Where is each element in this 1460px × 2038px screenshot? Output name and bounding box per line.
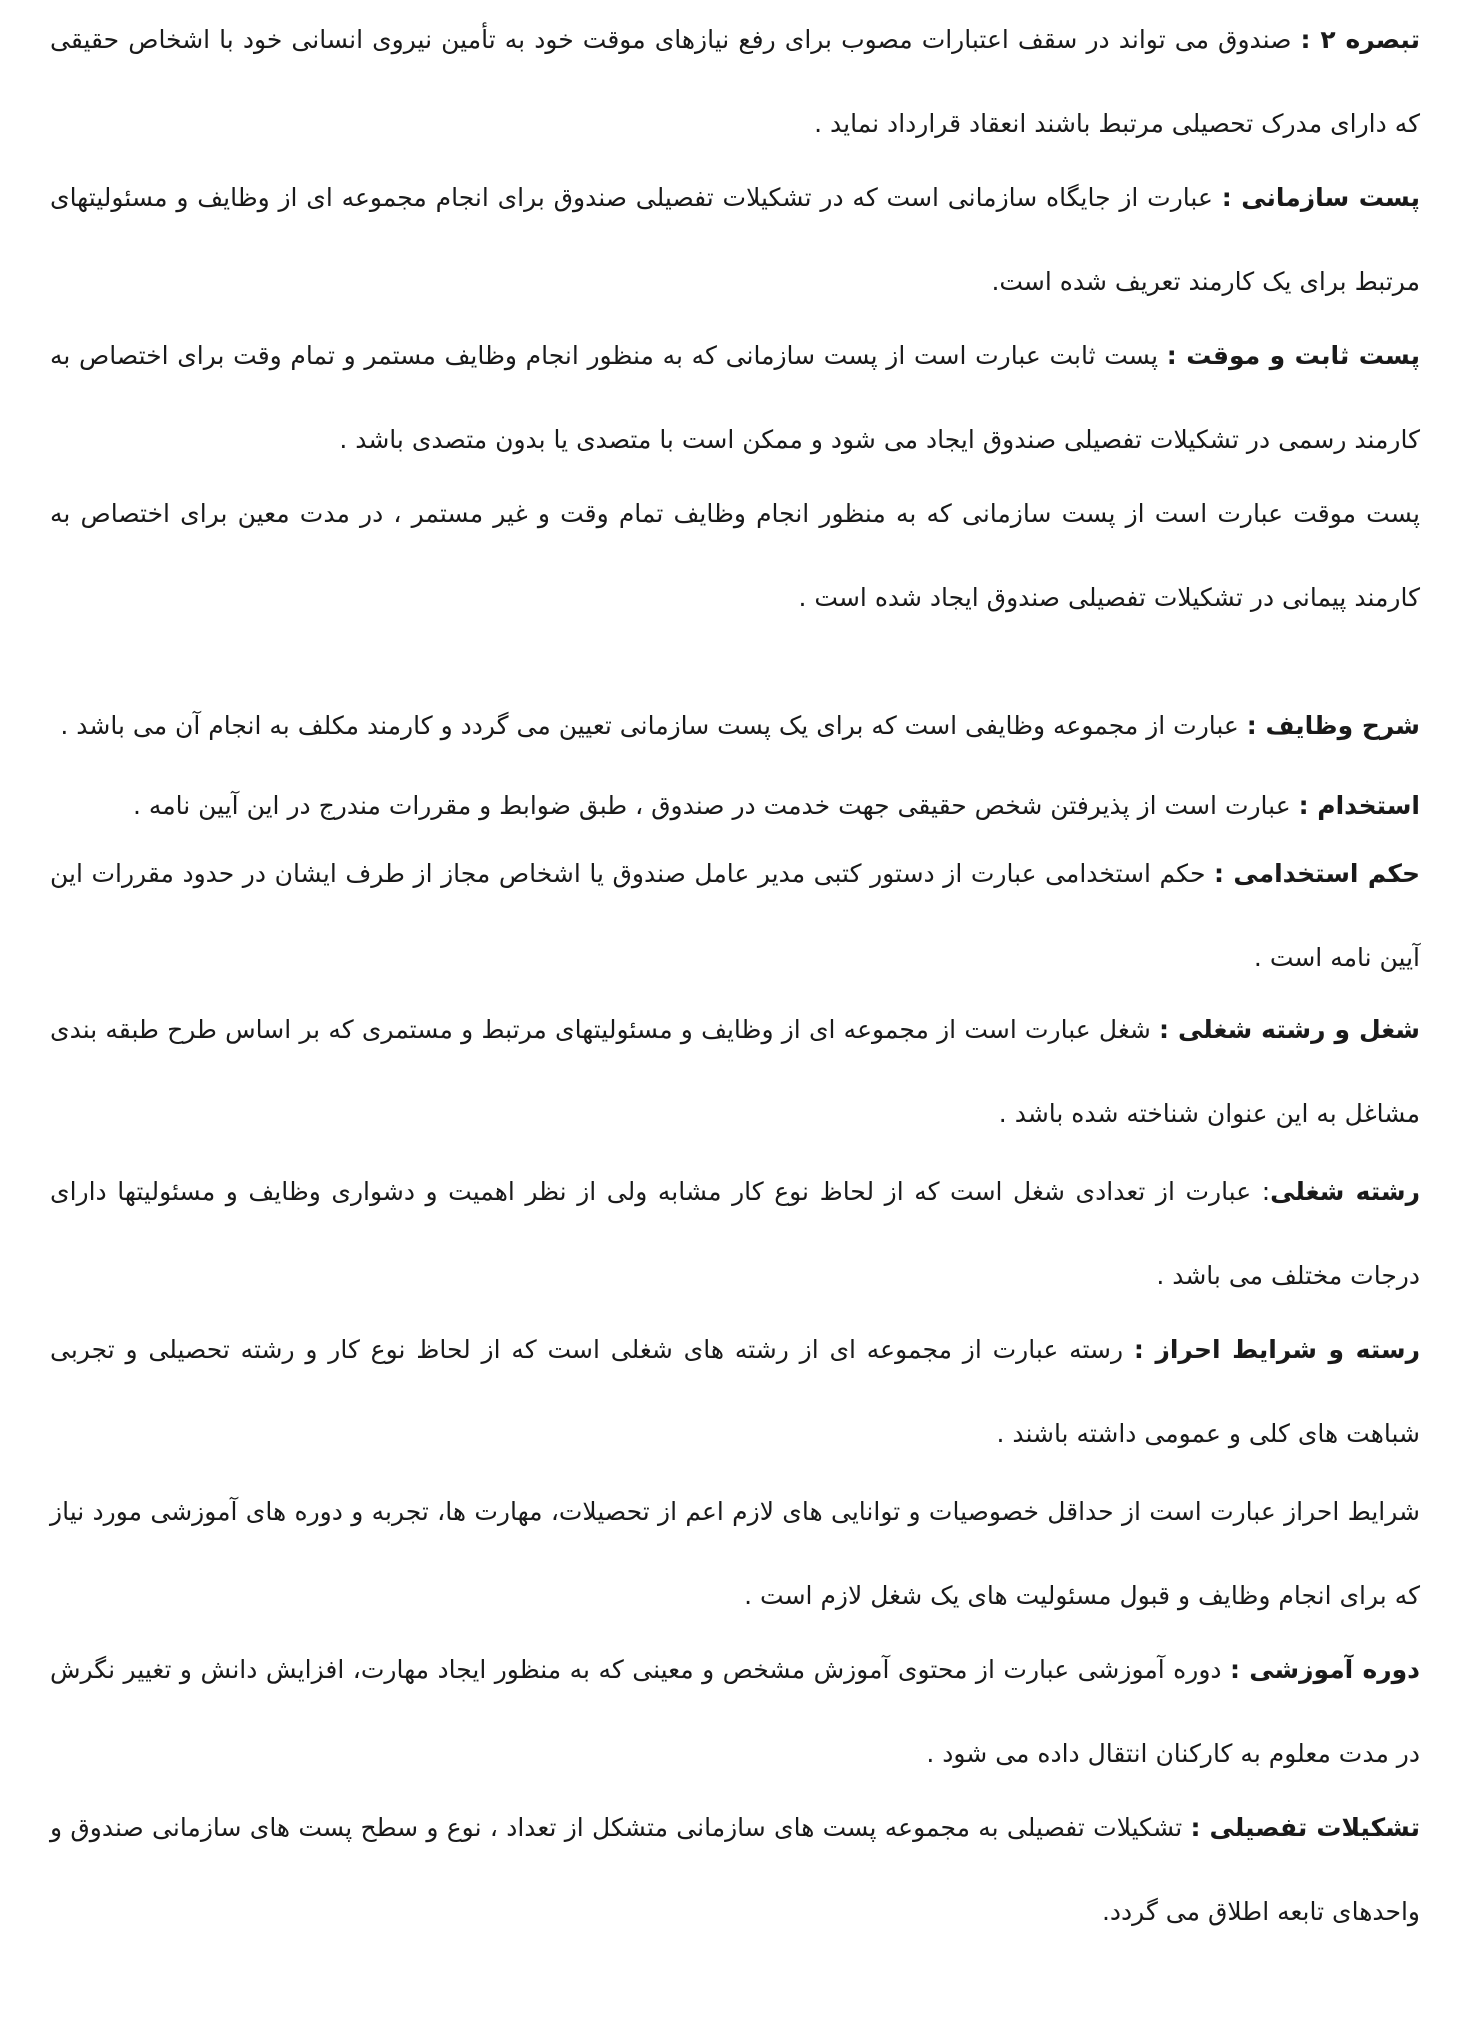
paragraph-career-field — [50, 1150, 1420, 1318]
term-note-2: تبصره ۲ : — [1300, 25, 1421, 54]
paragraph-job-description — [50, 682, 1420, 770]
term-career-field: رشته شغلی — [1270, 1177, 1420, 1206]
definition-temporary-post: پست موقت عبارت است از پست سازمانی که به منظور انجام وظایف تمام وقت و غیر مستمر ، در مدت معین برای اختصاص به کارمند پیمانی در تشکیلات تفصیلی صندوق ایجاد شده است . — [50, 499, 1420, 612]
term-job-and-career: شغل و رشته شغلی : — [1159, 1015, 1421, 1044]
term-detailed-organization: تشکیلات تفصیلی : — [1190, 1813, 1420, 1842]
paragraph-temporary-post — [50, 472, 1420, 640]
term-training-course: دوره آموزشی : — [1230, 1655, 1421, 1684]
paragraph-note-2 — [50, 0, 1420, 166]
definition-qualifications: شرایط احراز عبارت است از حداقل خصوصیات و توانایی های لازم اعم از تحصیلات، مهارت ها، تجربه و دوره های آموزشی مورد نیاز که برای انجام وظایف و قبول مسئولیت های یک شغل لازم است . — [50, 1497, 1420, 1610]
term-job-description: شرح وظایف : — [1246, 711, 1420, 740]
definition-employment: عبارت است از پذیرفتن شخص حقیقی جهت خدمت در صندوق ، طبق ضوابط و مقررات مندرج در این آیین نامه . — [132, 791, 1299, 820]
term-organizational-post: پست سازمانی : — [1221, 183, 1421, 212]
definition-career-field: : عبارت از تعدادی شغل است که از لحاظ نوع کار مشابه ولی از نظر اهمیت و دشواری وظایف و مسئولیتها دارای درجات مختلف می باشد . — [50, 1177, 1420, 1290]
paragraph-fixed-temporary-post — [50, 314, 1420, 482]
term-employment: استخدام : — [1298, 791, 1420, 820]
definition-job-description: عبارت از مجموعه وظایفی است که برای یک پست سازمانی تعیین می گردد و کارمند مکلف به انجام آن می باشد . — [60, 711, 1247, 740]
paragraph-category-qualifications — [50, 1308, 1420, 1476]
paragraph-qualifications — [50, 1470, 1420, 1638]
definition-note-2: صندوق می تواند در سقف اعتبارات مصوب برای رفع نیازهای موقت خود به تأمین نیروی انسانی خود با اشخاص حقیقی که دارای مدرک تحصیلی مرتبط باشند انعقاد قرارداد نماید . — [50, 25, 1420, 138]
paragraph-gap — [50, 640, 1420, 682]
term-employment-order: حکم استخدامی : — [1214, 859, 1420, 888]
paragraph-employment-order — [50, 832, 1420, 1000]
definition-job-and-career: شغل عبارت است از مجموعه ای از وظایف و مسئولیتهای مرتبط و مستمری که بر اساس طرح طبقه بندی مشاغل به این عنوان شناخته شده باشد . — [50, 1015, 1420, 1128]
paragraph-detailed-organization — [50, 1786, 1420, 1954]
term-fixed-temporary-post: پست ثابت و موقت : — [1166, 341, 1420, 370]
definition-detailed-organization: تشکیلات تفصیلی به مجموعه پست های سازمانی متشکل از تعداد ، نوع و سطح پست های سازمانی صندوق و واحدهای تابعه اطلاق می گردد. — [50, 1813, 1420, 1926]
definition-fixed-temporary-post: پست ثابت عبارت است از پست سازمانی که به منظور انجام وظایف مستمر و تمام وقت برای اختصاص به کارمند رسمی در تشکیلات تفصیلی صندوق ایجاد می شود و ممکن است با متصدی یا بدون متصدی باشد . — [50, 341, 1420, 454]
definition-category-qualifications: رسته عبارت از مجموعه ای از رشته های شغلی است که از لحاظ نوع کار و رشته تحصیلی و تجربی شباهت های کلی و عمومی داشته باشند . — [50, 1335, 1420, 1448]
document-page — [50, 0, 1420, 2038]
definition-employment-order: حکم استخدامی عبارت از دستور کتبی مدیر عامل صندوق یا اشخاص مجاز از طرف ایشان در حدود مقررات این آیین نامه است . — [50, 859, 1420, 972]
paragraph-training-course — [50, 1628, 1420, 1796]
paragraph-job-and-career — [50, 988, 1420, 1156]
definition-organizational-post: عبارت از جایگاه سازمانی است که در تشکیلات تفصیلی صندوق برای انجام مجموعه ای از وظایف و مسئولیتهای مرتبط برای یک کارمند تعریف شده است. — [50, 183, 1420, 296]
term-category-qualifications: رسته و شرایط احراز : — [1133, 1335, 1420, 1364]
definition-training-course: دوره آموزشی عبارت از محتوی آموزش مشخص و معینی که به منظور ایجاد مهارت، افزایش دانش و تغییر نگرش در مدت معلوم به کارکنان انتقال داده می شود . — [50, 1655, 1420, 1768]
paragraph-organizational-post — [50, 156, 1420, 324]
